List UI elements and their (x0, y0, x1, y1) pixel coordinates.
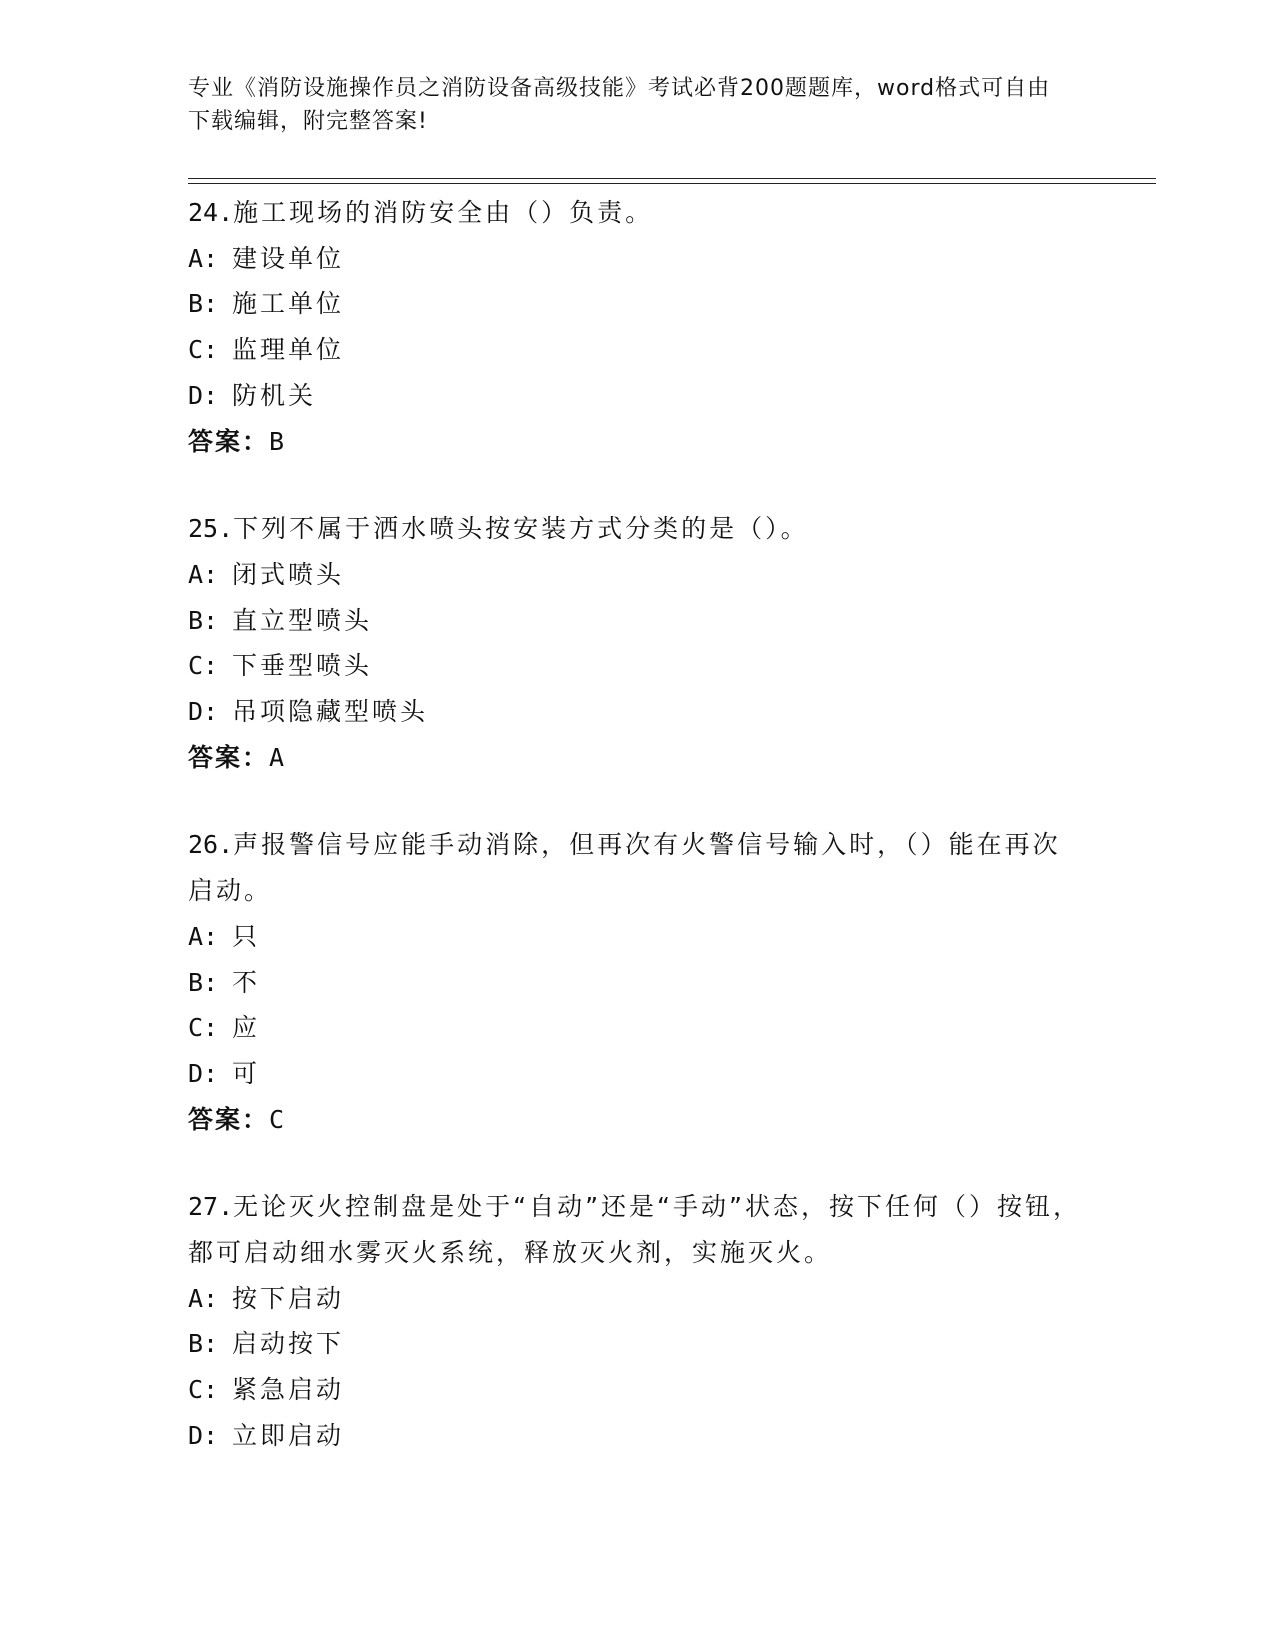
option-letter: A: (188, 559, 219, 589)
option-text: 按下启动 (232, 1283, 345, 1313)
option-d (188, 689, 1088, 735)
option-text: 应 (232, 1013, 261, 1043)
answer-label: 答案： (188, 426, 270, 456)
option-text: 直立型喷头 (232, 605, 373, 635)
option-c (188, 327, 1088, 373)
question-text: 施工现场的消防安全由（）负责。 (233, 198, 654, 227)
option-a (188, 236, 1088, 282)
header-divider-top (188, 178, 1156, 179)
option-letter: D: (188, 697, 219, 727)
option-text: 不 (232, 967, 261, 997)
question-25 (188, 506, 1088, 780)
option-letter: C: (188, 1375, 219, 1405)
question-26 (188, 822, 1088, 1142)
question-text: 声报警信号应能手动消除，但再次有火警信号输入时，（）能在再次启动。 (188, 830, 1061, 906)
option-letter: B: (188, 289, 219, 319)
option-letter: A: (188, 921, 219, 951)
option-letter: C: (188, 335, 219, 365)
option-letter: B: (188, 605, 219, 635)
question-stem (188, 822, 1088, 913)
option-letter: A: (188, 1283, 219, 1313)
question-stem (188, 506, 1088, 552)
header-text: 专业《消防设施操作员之消防设备高级技能》考试必背200题题库，word格式可自由下载编辑，附完整答案! (188, 76, 1051, 134)
option-letter: D: (188, 380, 219, 410)
option-c (188, 1367, 1088, 1413)
option-text: 建设单位 (232, 243, 345, 273)
option-letter: B: (188, 1329, 219, 1359)
option-letter: C: (188, 651, 219, 681)
option-letter: D: (188, 1420, 219, 1450)
answer-label: 答案： (188, 742, 270, 772)
option-a (188, 1276, 1088, 1322)
option-b (188, 281, 1088, 327)
option-text: 只 (232, 921, 261, 951)
option-text: 紧急启动 (232, 1375, 345, 1405)
option-d (188, 1413, 1088, 1459)
question-number: 24. (188, 198, 234, 227)
question-list (188, 190, 1088, 1501)
question-text: 无论灭火控制盘是处于“自动”还是“手动”状态，按下任何（）按钮，都可启动细水雾灭火系统，释放灭火剂，实施灭火。 (188, 1192, 1081, 1268)
option-d (188, 1051, 1088, 1097)
option-b (188, 598, 1088, 644)
option-text: 吊项隐藏型喷头 (232, 697, 429, 727)
option-c (188, 643, 1088, 689)
option-c (188, 1005, 1088, 1051)
option-letter: A: (188, 243, 219, 273)
option-text: 监理单位 (232, 335, 345, 365)
option-letter: B: (188, 967, 219, 997)
question-text: 下列不属于洒水喷头按安装方式分类的是（）。 (233, 514, 809, 544)
option-a (188, 552, 1088, 598)
option-text: 可 (232, 1058, 261, 1088)
option-b (188, 1321, 1088, 1367)
answer-value: B (269, 426, 285, 456)
answer-label: 答案： (188, 1104, 270, 1134)
question-number: 26. (188, 830, 234, 860)
option-text: 闭式喷头 (232, 559, 345, 589)
option-text: 立即启动 (232, 1420, 345, 1450)
question-number: 27. (188, 1192, 234, 1222)
question-27 (188, 1184, 1088, 1458)
question-stem (188, 1184, 1088, 1275)
option-d (188, 373, 1088, 419)
answer-line (188, 735, 1088, 781)
option-letter: C: (188, 1013, 219, 1043)
document-header (188, 72, 1068, 138)
option-text: 施工单位 (232, 289, 345, 319)
option-text: 启动按下 (232, 1329, 345, 1359)
option-b (188, 960, 1088, 1006)
header-divider-bottom (188, 183, 1156, 184)
question-24 (188, 190, 1088, 464)
option-text: 防机关 (232, 380, 317, 410)
option-letter: D: (188, 1058, 219, 1088)
answer-value: A (269, 742, 285, 772)
answer-line (188, 1097, 1088, 1143)
answer-value: C (269, 1104, 285, 1134)
question-stem (188, 190, 1088, 236)
option-text: 下垂型喷头 (232, 651, 373, 681)
question-number: 25. (188, 514, 234, 544)
answer-line (188, 419, 1088, 465)
option-a (188, 914, 1088, 960)
